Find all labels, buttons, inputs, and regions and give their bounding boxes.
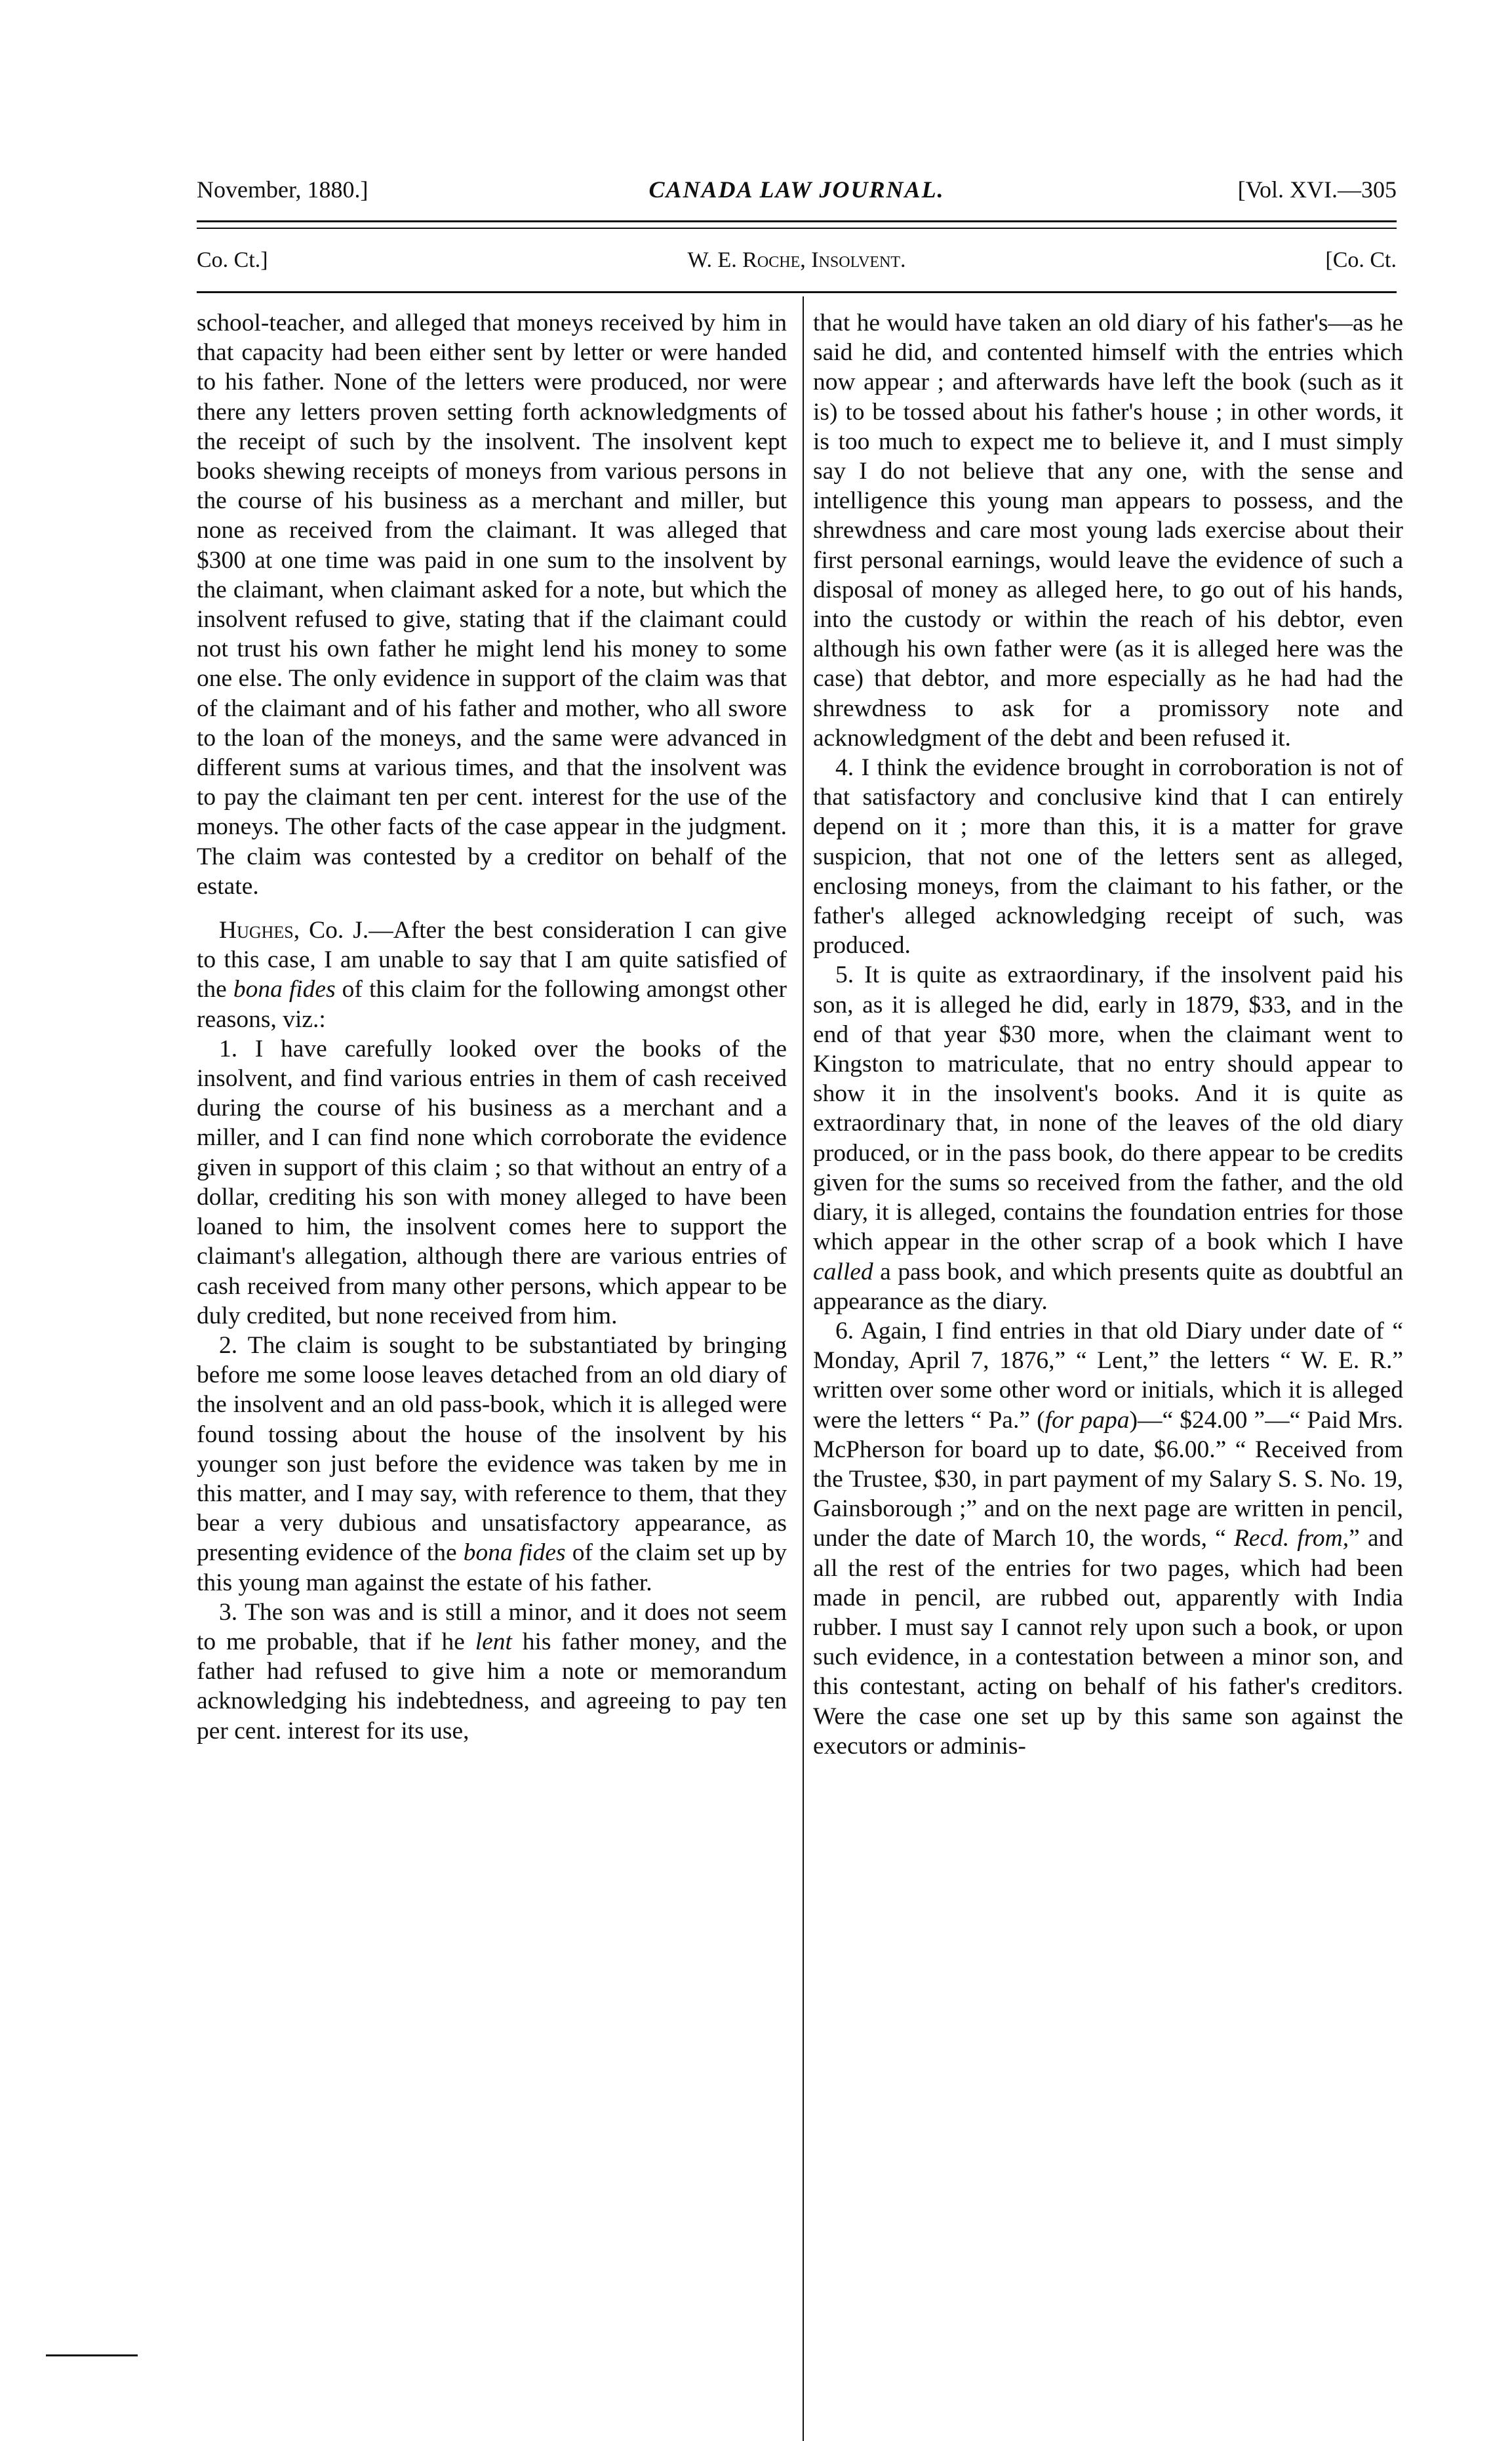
reason-2: 2. The claim is sought to be substantiated by bringing before me some loose leaves detached from an old diary of the insolvent and an old pass-book, which it is alleged were found tossing about the house of the insolvent by his younger son just before the evidence was taken by me in this matter, and I may say, with reference to them, that they bear a very dubious and unsatisfactory appearance, as presenting evidence of the bona fides of the claim set up by this young man against the estate of his father. [197, 1331, 787, 1596]
reason-6: 6. Again, I find entries in that old Diary under date of “ Monday, April 7, 1876,” “ Lent,” the letters “ W. E. R.” written over some other word or initials, which it is alleged were the letters “ Pa.” (for papa)—“ $24.00 ”—“ Paid Mrs. McPherson for board up to date, $6.00.” “ Received from the Trustee, $30, in part payment of my Salary S. S. No. 19, Gainsborough ;” and on the next page are written in pencil, under the date of March 10, the words, “ Recd. from,” and all the rest of the entries for two pages, which had been made in pencil, are rubbed out, apparently with India rubber. I must say I cannot rely upon such a book, or upon such evidence, in a contestation between a minor son, and this contestant, acting on behalf of his father's creditors. Were the case one set up by this same son against the executors or adminis- [813, 1317, 1404, 1760]
case-head-rule [197, 291, 1397, 293]
column-divider [803, 296, 804, 2441]
footer-rule [46, 2354, 138, 2356]
case-head [197, 248, 1397, 279]
reason-5: 5. It is quite as extraordinary, if the insolvent paid his son, as it is alleged he did, early in 1879, $33, and in the end of that year $30 more, when the claimant went to Kingston to matriculate, that no entry should appear to show it in the insolvent's books. And it is quite as extraordinary that, in none of the leaves of the old diary produced, or in the pass book, do there appear to be credits given for the sums so received from the father, and the old diary, it is alleged, contains the foundation entries for those which appear in the other scrap of a book which I have called a pass book, and which presents quite as doubtful an appearance as the diary. [813, 961, 1403, 1315]
case-name: W. E. Roche, Insolvent. [687, 248, 906, 272]
header-double-rule [197, 220, 1397, 229]
reason-1: 1. I have carefully looked over the books of the insolvent, and find various entries in them of cash received during the course of his business as a merchant and a miller, and I can find none which corroborate the evidence given in support of this claim ; so that without an entry of a dollar, crediting his son with money alleged to have been loaned to him, the insolvent comes here to support the claimant's allegation, although there are various entries of cash received from many other persons, which appear to be duly credited, but none received from him. [197, 1035, 787, 1329]
court-right: [Co. Ct. [1325, 248, 1397, 272]
running-head [197, 176, 1397, 207]
reason-4: 4. I think the evidence brought in corroboration is not of that satisfactory and conclusive kind that I can entirely depend on it ; more than this, it is a matter for grave suspicion, that not one of the letters sent as alleged, enclosing moneys, from the claimant to his father, or the father's alleged acknowledging receipt of such, was produced. [813, 754, 1403, 959]
reason-3-continued: that he would have taken an old diary of his father's—as he said he did, and contented himself with the entries which now appear ; and afterwards have left the book (such as it is) to be tossed about his father's house ; in other words, it is too much to expect me to believe it, and I must simply say I do not believe that any one, with the sense and intelligence this young man appears to possess, and the shrewdness and care most young lads exercise about their first personal earnings, would leave the evidence of such a disposal of money as alleged here, to go out of his hands, into the custody or within the reach of his debtor, even although his own father were (as it is alleged here was the case) that debtor, and more especially as he had had the shrewdness to ask for a promissory note and acknowledgment of the debt and been refused it. [813, 310, 1403, 752]
journal-title: CANADA LAW JOURNAL. [648, 176, 945, 203]
judgment-opening: Hughes, Co. J.—After the best consideration I can give to this case, I am unable to say that I am quite satisfied of the bona fides of this claim for the following amongst other reasons, viz.: [197, 917, 787, 1033]
volume-page: [Vol. XVI.—305 [1237, 176, 1397, 203]
judge-name: Hughes [219, 917, 294, 944]
left-column [197, 308, 787, 1746]
right-column [813, 308, 1403, 1761]
headnote-continued: school-teacher, and alleged that moneys received by him in that capacity had been either sent by letter or were handed to his father. None of the letters were produced, nor were there any letters proven setting forth acknowledgments of the receipt of such by the insolvent. The insolvent kept books shewing receipts of moneys from various persons in the course of his business as a merchant and miller, but none as received from the claimant. It was alleged that $300 at one time was paid in one sum to the insolvent by the claimant, when claimant asked for a note, but which the insolvent refused to give, stating that if the claimant could not trust his own father he might lend his money to some one else. The only evidence in support of the claim was that of the claimant and of his father and mother, who all swore to the loan of the moneys, and the same were advanced in different sums at various times, and that the insolvent was to pay the claimant ten per cent. interest for the use of the moneys. The other facts of the case appear in the judgment. The claim was contested by a creditor on behalf of the estate. [197, 310, 787, 900]
issue-date: November, 1880.] [197, 176, 368, 203]
court-left: Co. Ct.] [197, 248, 268, 272]
reason-3: 3. The son was and is still a minor, and it does not seem to me probable, that if he lent his father money, and the father had refused to give him a note or memorandum acknowledging his indebtedness, and agreeing to pay ten per cent. interest for its use, [197, 1598, 787, 1745]
